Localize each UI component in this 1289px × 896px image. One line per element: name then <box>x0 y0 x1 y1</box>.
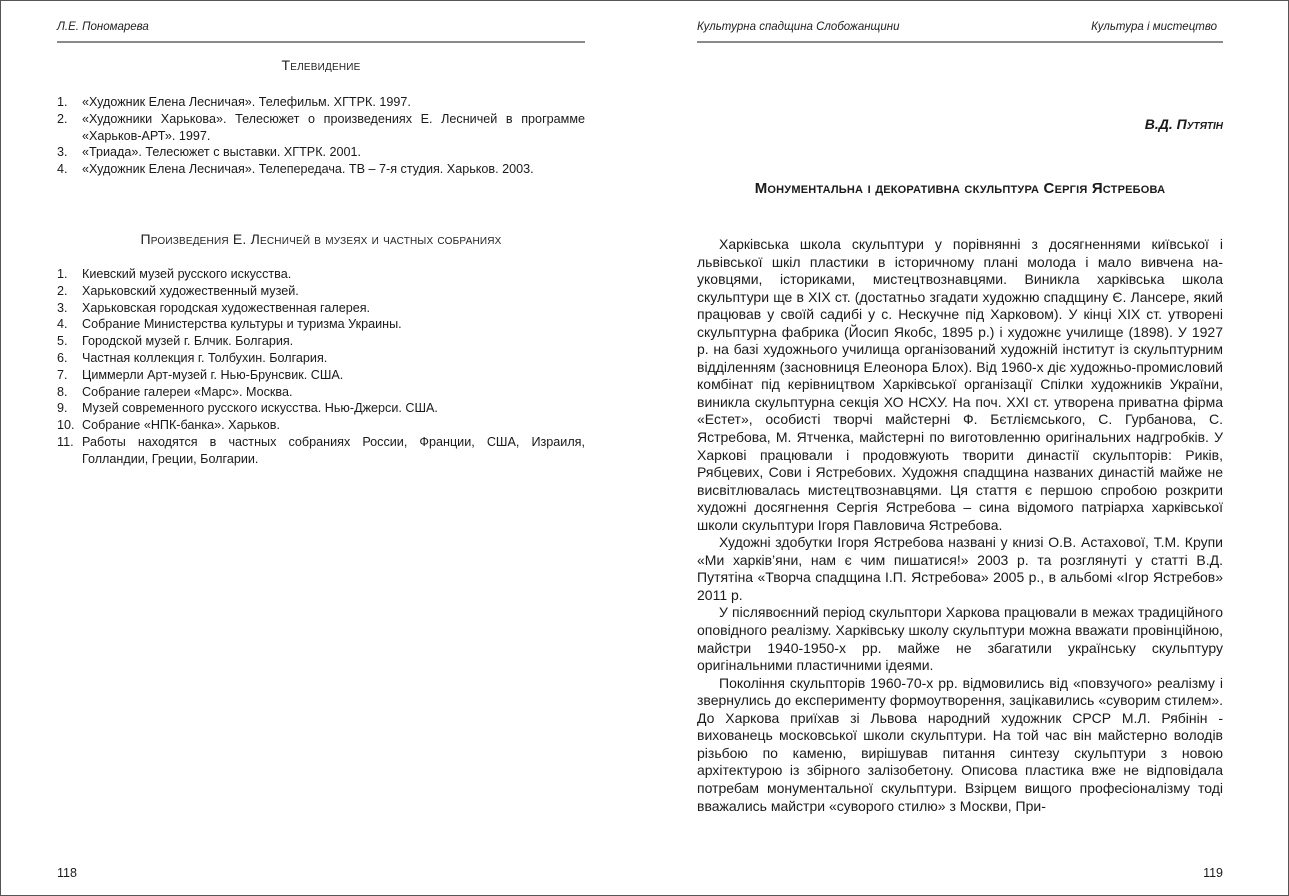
list-item: 10. Собрание «НПК-банка». Харьков. <box>57 418 280 433</box>
paragraph: Харківська школа скульптури у порівнянні з досягненнями київської і львівської шкіл пластики в історичному плані молода і мало вивчена науковцями, істориками, мистецтвознавцями. Виникла харківська школа скульптури ще в XIX ст. (достатньо згадати художню спадщину Є. Лансере, який працював у своїй садибі у с. Нескучне під Харковом). У кінці XIX ст. утворені скульптурна фабрика (Йосип Якобс, 1895 р.) і художнє училище (1898). У 1927 р. на базі художнього училища організований художній інститут із скульптурним відділенням (засновниця Елеонора Блох). Від 1960-х діє художньо-промисловий комбінат під керівництвом Харківської організації Спілки художників України, виникла скульптурна секція ХО НСХУ. На поч. XXI ст. утворена приватна фірма «Естет», особисті творчі майстерні Ф. Бєтліємського, С. Гурбанова, С. Ястребова, М. Ятченка, майстерні по виготовленню оригінальних надгробків. У Харкові працювали і продовжують творити династії скульпторів: Риків, Рябцевих, Сови і Ястребових. Художня спадщина названих династій майже не висвітлювалась мистецтвознавцями. Ця стаття є першою спробою розкрити художні досягнення Сергія Ястребова – сина відомого патріарха харківської школи скульптури Ігоря Павловича Ястребова. <box>697 236 1223 533</box>
left-running-head-author: Л.Е. Пономарева <box>57 21 149 33</box>
section-title-museums: Произведения Е. Лесничей в музеях и частных собраниях <box>140 231 502 247</box>
list-item: 2. Харьковский художественный музей. <box>57 283 299 298</box>
list-item: 9. Музей современного русского искусства. Нью-Джерси. США. <box>57 401 438 416</box>
running-head-section: Культура і мистецтво <box>1091 21 1217 33</box>
list-item: 5. Городской музей г. Блчик. Болгария. <box>57 334 294 349</box>
list-item: 7. Циммерли Арт-музей г. Нью-Брунсвик. США. <box>57 367 344 382</box>
paragraph: Покоління скульпторів 1960-70-х рр. відмовились від «повзучого» реалізму і звернулись до експерименту формоутворення, зацікавились «суворим стилем». До Харкова приїхав зі Львова народний художник СРСР М.Л. Рябінін - вихованець московської школи скульптури. На той час він майстерно володів різьбою по каменю, вирішував питання синтезу скульптури з новою архітектурою із збірного залізобетону. Описова пластика вже не відповідала потребам монументальної скульптури. Взірцем вищого професіоналізму тоді вважались майстри «суворого стилю» з Москви, При- <box>697 674 1223 814</box>
list-item: 2. «Художники Харькова». Телесюжет о произведениях Е. Лесничей в программе «Харьков-АРТ». 1997. <box>57 111 585 143</box>
list-item: 4. «Художник Елена Лесничая». Телепередача. ТВ – 7-я студия. Харьков. 2003. <box>57 162 534 177</box>
museums-list <box>57 266 585 468</box>
article-author: В.Д. Путятін <box>1144 116 1223 132</box>
running-head-journal: Культурна спадщина Слобожанщини <box>697 21 900 33</box>
article-body <box>697 236 1223 815</box>
list-item: 3. «Триада». Телесюжет с выставки. ХГТРК. 2001. <box>57 145 362 160</box>
list-item: 6. Частная коллекция г. Толбухин. Болгария. <box>57 350 328 365</box>
list-item: 3. Харьковская городская художественная галерея. <box>57 300 371 315</box>
list-item: 1. «Художник Елена Лесничая». Телефильм. ХГТРК. 1997. <box>57 95 411 109</box>
left-running-head <box>57 21 585 33</box>
list-item: 1. Киевский музей русского искусства. <box>57 267 292 281</box>
right-page <box>697 0 1223 896</box>
page-number-right: 119 <box>1203 866 1223 880</box>
page-number-left: 118 <box>57 866 77 880</box>
paragraph: Художні здобутки Ігоря Ястребова названі у книзі О.В. Астахової, Т.М. Крупи «Ми харків’яни, нам є чим пишатися!» 2003 р. та розглянуті у статті В.Д. Путятіна «Творча спадщина І.П. Ястребова» 2005 р., в альбомі «Ігор Ястребов» 2011 р. <box>697 534 1223 603</box>
list-item: 4. Собрание Министерства культуры и туризма Украины. <box>57 317 402 332</box>
paragraph: У післявоєнний період скульптори Харкова працювали в межах традиційного оповідного реалізму. Харківську школу скульптури можна вважати провінційною, майстри 1940-1950-х рр. майже не збагатили українську скульптуру оригінальними пластичними ідеями. <box>697 604 1223 674</box>
right-running-head <box>697 21 1217 33</box>
list-item: 11. Работы находятся в частных собраниях России, Франции, США, Израиля, Голландии, Греции, Болгарии. <box>57 434 585 466</box>
section-title-television: Телевидение <box>281 57 361 73</box>
left-page <box>57 0 585 896</box>
left-header-rule <box>57 41 585 44</box>
list-item: 8. Собрание галереи «Марс». Москва. <box>57 384 293 399</box>
article-title: Монументальна і декоративна скульптура Сергія Ястребова <box>754 180 1166 197</box>
television-list <box>57 94 585 178</box>
right-header-rule <box>697 41 1223 44</box>
